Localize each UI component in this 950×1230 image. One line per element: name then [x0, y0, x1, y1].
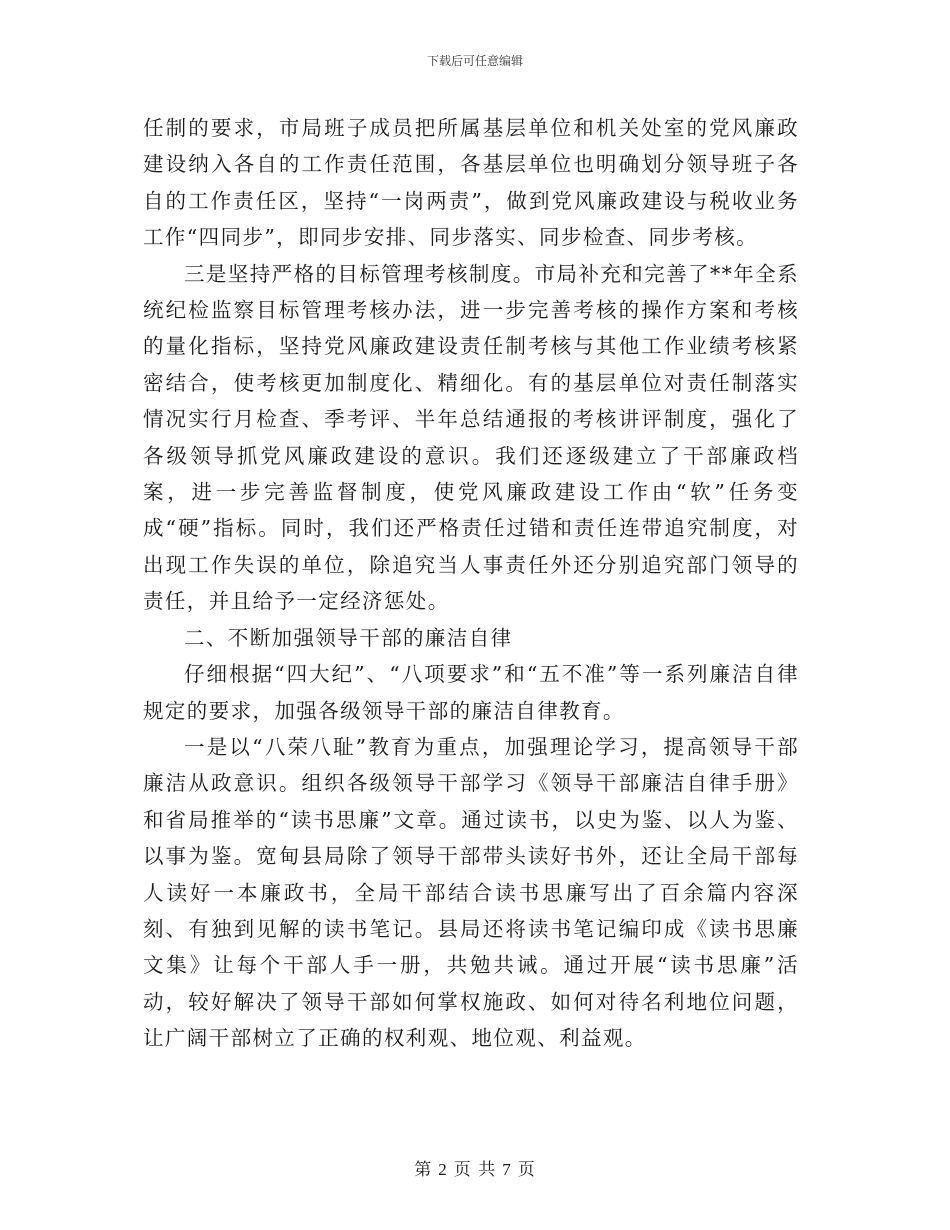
footer-total-pages: 7	[502, 1160, 512, 1179]
paragraph-continuation: 任制的要求，市局班子成员把所属基层单位和机关处室的党风廉政建设纳入各自的工作责任范围，各基层单位也明确划分领导班子各自的工作责任区，坚持“一岗两责”，做到党风廉政建设与税收业务工作“四同步”，即同步安排、同步落实、同步检查、同步考核。	[143, 116, 799, 250]
page-footer	[0, 1155, 950, 1180]
paragraph-item-three: 三是坚持严格的目标管理考核制度。市局补充和完善了**年全系统纪检监察目标管理考核办法，进一步完善考核的操作方案和考核的量化指标，坚持党风廉政建设责任制考核与其他工作业绩考核紧密结合，使考核更加制度化、精细化。有的基层单位对责任制落实情况实行月检查、季考评、半年总结通报的考核讲评制度，强化了各级领导抓党风廉政建设的意识。我们还逐级建立了干部廉政档案，进一步完善监督制度，使党风廉政建设工作由“软”任务变成“硬”指标。同时，我们还严格责任过错和责任连带追究制度，对出现工作失误的单位，除追究当人事责任外还分别追究部门领导的责任，并且给予一定经济惩处。	[143, 261, 799, 614]
section-heading: 二、不断加强领导干部的廉洁自律	[184, 625, 513, 650]
paragraph-intro: 仔细根据“四大纪”、“八项要求”和“五不准”等一系列廉洁自律规定的要求，加强各级领导干部的廉洁自律教育。	[143, 662, 799, 723]
page-header-note: 下载后可任意编辑	[426, 54, 523, 68]
paragraph-item-one: 一是以“八荣八耻”教育为重点，加强理论学习，提高领导干部廉洁从政意识。组织各级领导干部学习《领导干部廉洁自律手册》和省局推举的“读书思廉”文章。通过读书，以史为鉴、以人为鉴、以事为鉴。宽甸县局除了领导干部带头读好书外，还让全局干部每人读好一本廉政书，全局干部结合读书思廉写出了百余篇内容深刻、有独到见解的读书笔记。县局还将读书笔记编印成《读书思廉文集》让每个干部人手一册，共勉共诫。通过开展“读书思廉”活动，较好解决了领导干部如何掌权施政、如何对待名利地位问题，让广阔干部树立了正确的权利观、地位观、利益观。	[143, 734, 799, 1051]
document-body	[143, 110, 799, 1057]
footer-suffix: 页	[517, 1160, 536, 1180]
footer-middle: 页 共	[453, 1160, 497, 1180]
footer-page-number: 2	[438, 1160, 448, 1179]
footer-prefix: 第	[414, 1160, 433, 1180]
